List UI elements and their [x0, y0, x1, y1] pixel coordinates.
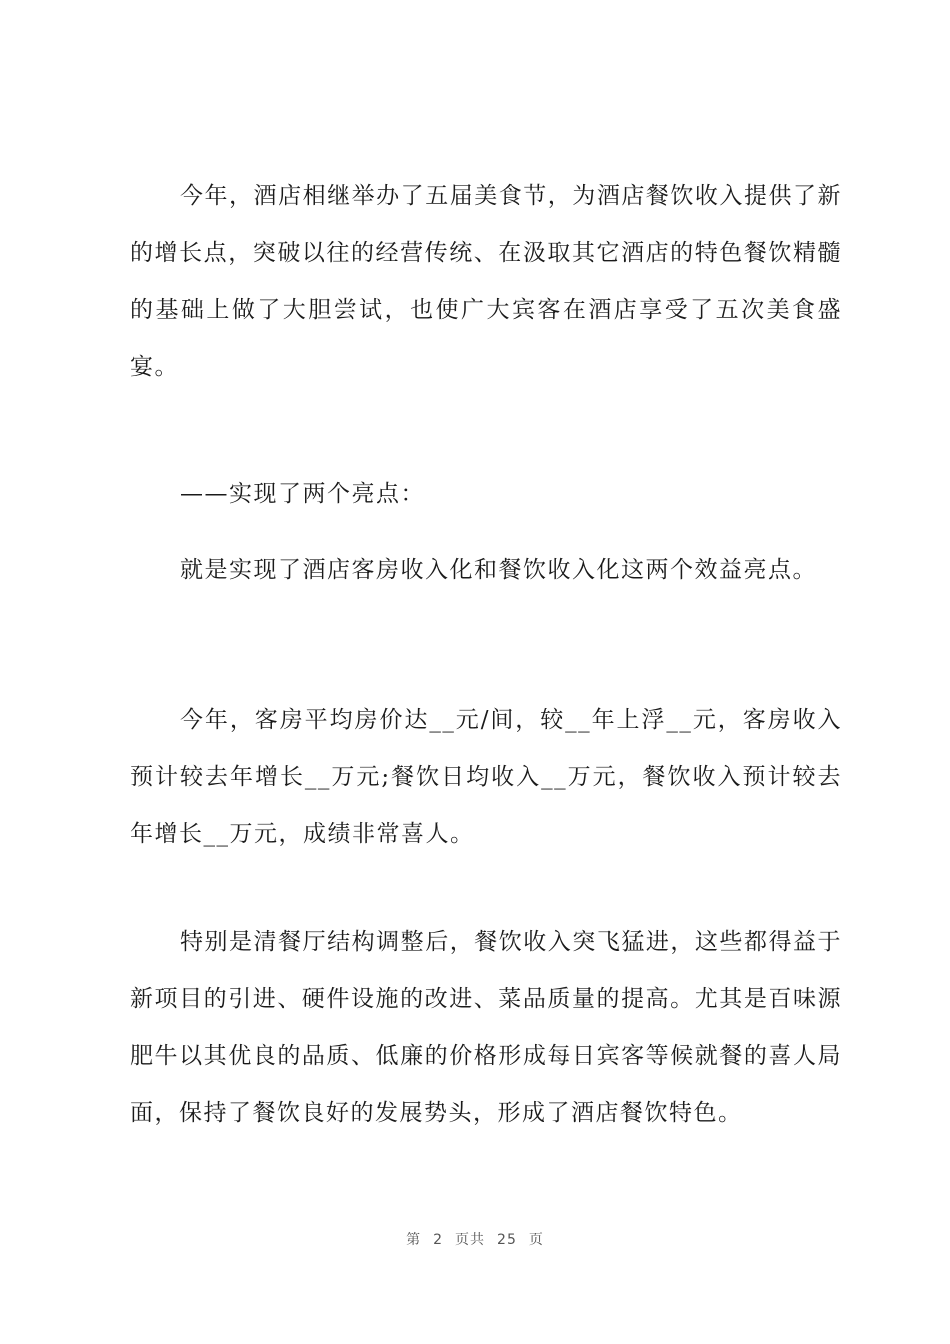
- paragraph-highlights-heading: ——实现了两个亮点：: [180, 481, 425, 507]
- footer-prefix: 第: [406, 1232, 422, 1248]
- footer-total-pages: 25: [497, 1232, 517, 1248]
- footer-suffix: 页: [528, 1232, 544, 1248]
- page-footer: [0, 1229, 950, 1249]
- paragraph-revenue-figures: 今年，客房平均房价达__元/间，较__年上浮__元，客房收入预计较去年增长__万元;餐饮日均收入__万元，餐饮收入预计较去年增长__万元，成绩非常喜人。: [130, 707, 842, 847]
- paragraph-highlights-detail: 就是实现了酒店客房收入化和餐饮收入化这两个效益亮点。: [180, 557, 817, 583]
- footer-current-page: 2: [433, 1232, 444, 1248]
- paragraph-restaurant-adjustment: 特别是清餐厅结构调整后，餐饮收入突飞猛进，这些都得益于新项目的引进、硬件设施的改进、菜品质量的提高。尤其是百味源肥牛以其优良的品质、低廉的价格形成每日宾客等候就餐的喜人局面，保持了餐饮良好的发展势头，形成了酒店餐饮特色。: [130, 929, 842, 1126]
- footer-middle: 页共: [455, 1232, 486, 1248]
- paragraph-food-festival: 今年，酒店相继举办了五届美食节，为酒店餐饮收入提供了新的增长点，突破以往的经营传统、在汲取其它酒店的特色餐饮精髓的基础上做了大胆尝试，也使广大宾客在酒店享受了五次美食盛宴。: [130, 183, 842, 380]
